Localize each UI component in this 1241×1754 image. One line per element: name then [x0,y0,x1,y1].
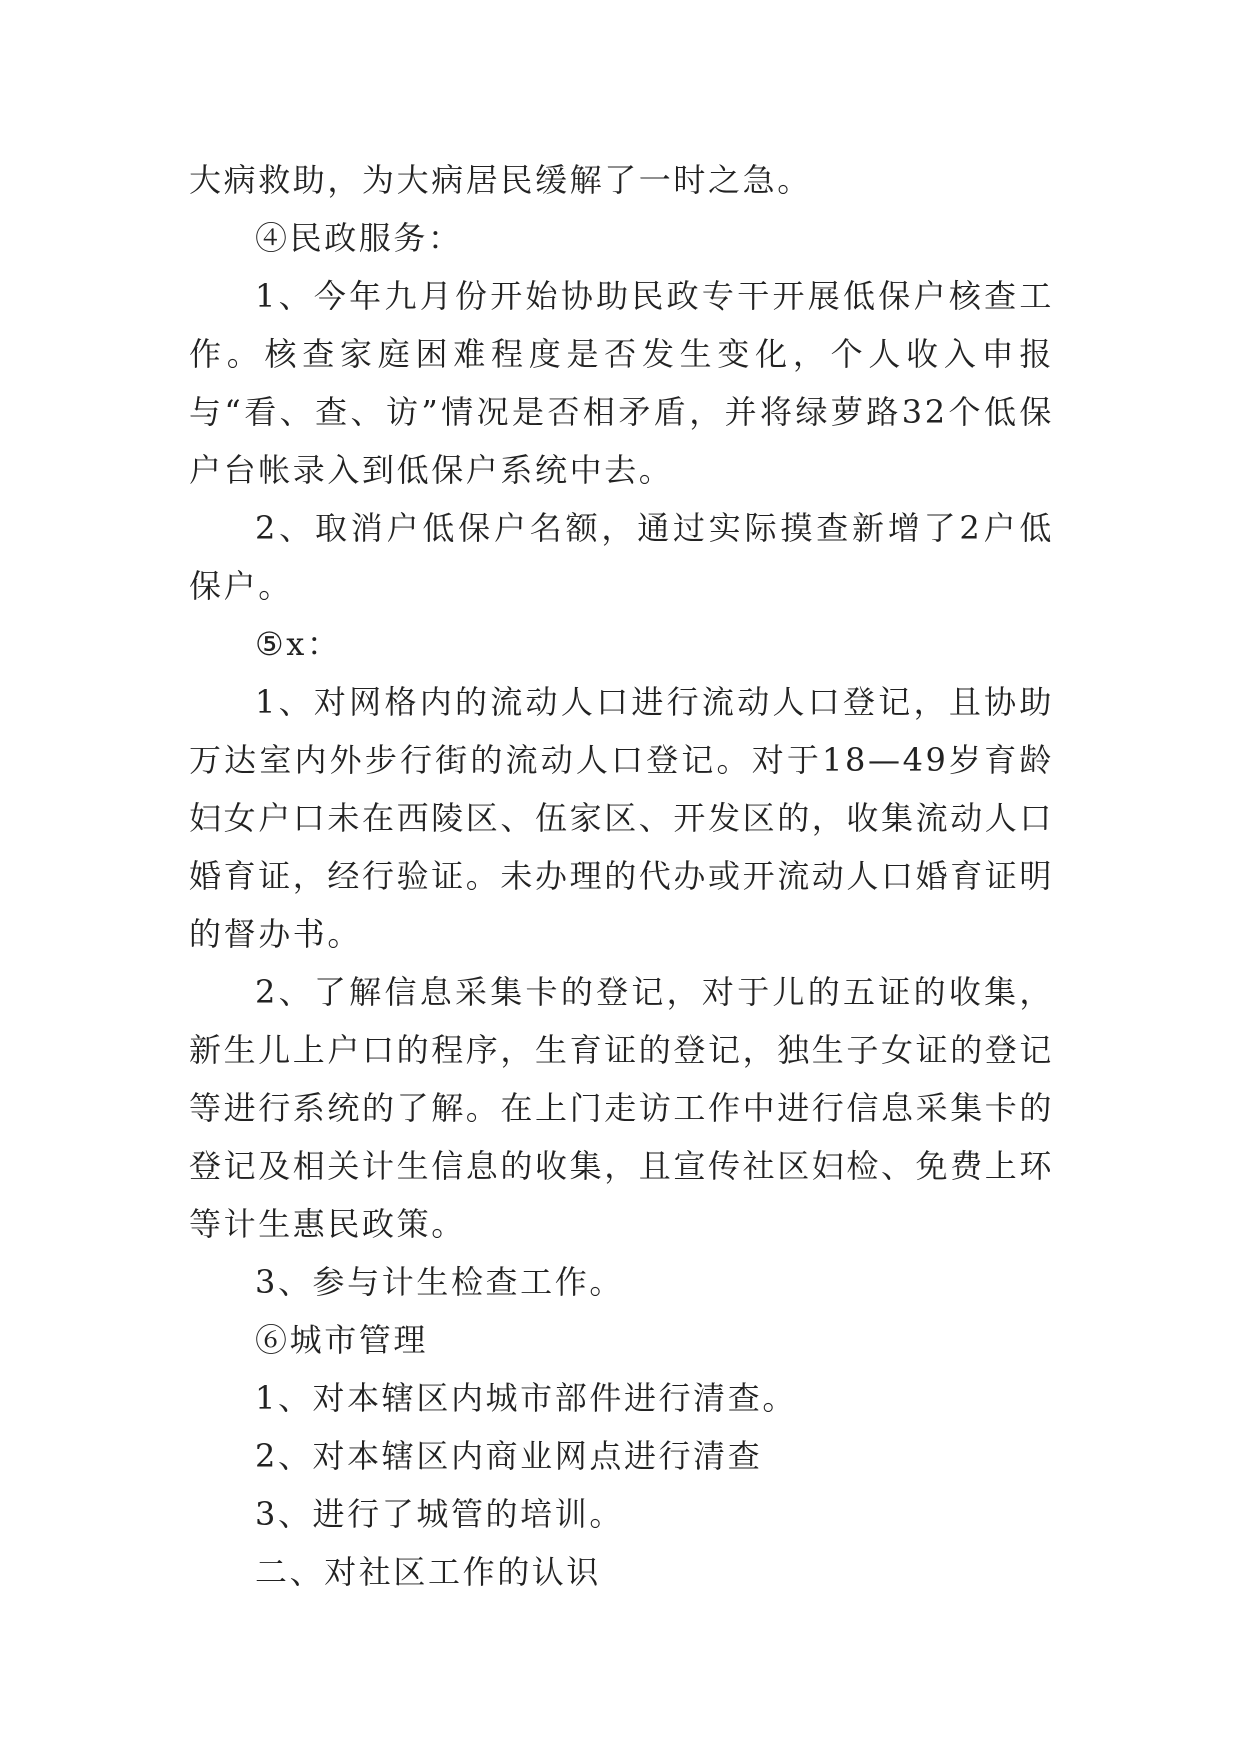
paragraph-civil-affairs-1: 1、今年九月份开始协助民政专干开展低保户核查工作。核查家庭困难程度是否发生变化，个人收入申报与“看、查、访”情况是否相矛盾，并将绿萝路32个低保户台帐录入到低保户系统中去。 [189,277,1054,489]
paragraph-city-management-1: 1、对本辖区内城市部件进行清查。 [255,1379,797,1417]
section-heading-community-work: 二、对社区工作的认识 [255,1553,602,1591]
paragraph-civil-affairs-2: 2、取消户低保户名额，通过实际摸查新增了2户低保户。 [189,509,1054,605]
paragraph-continuation: 大病救助，为大病居民缓解了一时之急。 [189,161,812,199]
paragraph-x-3: 3、参与计生检查工作。 [255,1263,624,1301]
section-heading-civil-affairs: ④民政服务： [255,219,463,257]
section-heading-city-management: ⑥城市管理 [255,1321,429,1359]
paragraph-x-1: 1、对网格内的流动人口进行流动人口登记，且协助万达室内外步行街的流动人口登记。对于18—49岁育龄妇女户口未在西陵区、伍家区、开发区的，收集流动人口婚育证，经行验证。未办理的代办或开流动人口婚育证明的督办书。 [189,683,1055,953]
paragraph-x-2: 2、了解信息采集卡的登记，对于儿的五证的收集，新生儿上户口的程序，生育证的登记，独生子女证的登记等进行系统的了解。在上门走访工作中进行信息采集卡的登记及相关计生信息的收集，且宣传社区妇检、免费上环等计生惠民政策。 [189,973,1055,1243]
document-body [189,151,1054,1601]
paragraph-city-management-2: 2、对本辖区内商业网点进行清查 [255,1437,763,1475]
section-heading-x: ⑤x： [255,625,342,663]
paragraph-city-management-3: 3、进行了城管的培训。 [255,1495,624,1533]
